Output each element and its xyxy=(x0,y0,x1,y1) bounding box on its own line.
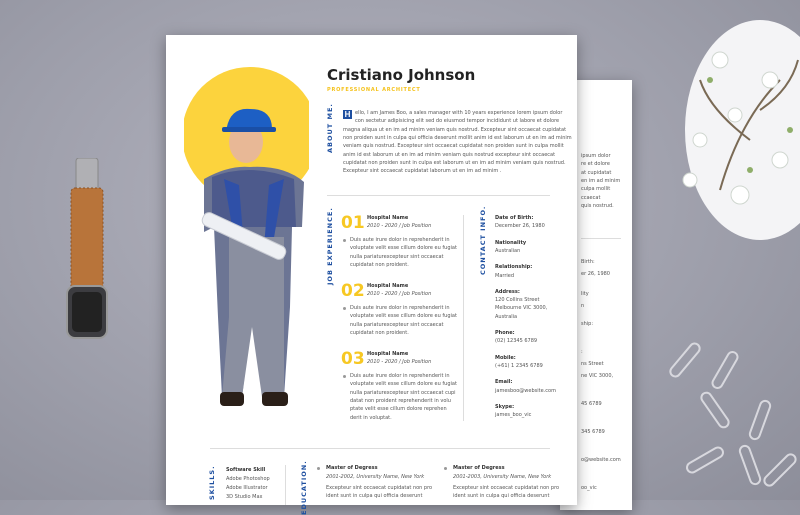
about-line: anim id est laborum ut en im ad minim veniam quis nostrud excepteur sint occaecat xyxy=(343,151,556,158)
back-contact-line: 45 6789 xyxy=(581,401,602,407)
about-line: non proiden sunt in culpa qui officia deserunt mollit anim id est laborum ut en im ad minim xyxy=(343,134,572,141)
contact-field-label: Nationality xyxy=(495,239,527,246)
candidate-title: PROFESSIONAL ARCHITECT xyxy=(327,87,421,93)
contact-field-value: Melbourne VIC 3000, xyxy=(495,305,548,312)
about-line: veniam quis nostrud. Excepteur sint occaecat cupidatat non proiden sunt in culpa mollit xyxy=(343,143,564,150)
back-contact-line: ship: xyxy=(581,321,594,327)
job-description-line: ptate velit esse cillum dolore reprehen xyxy=(350,406,447,413)
education-line: ident sunt in culpa qui officia deserunt xyxy=(453,493,550,500)
flower-bowl xyxy=(640,20,800,270)
job-description-line: Duis aute irure dolor in reprehenderit in xyxy=(350,305,450,311)
job-description-line: derit in voluptat. xyxy=(350,414,392,421)
job-date-position: 2010 - 2020 / Job Position xyxy=(367,291,432,297)
bullet-icon xyxy=(444,467,447,470)
architect-photo-icon xyxy=(184,67,309,417)
back-contact-line: Birth: xyxy=(581,259,595,265)
contact-field-value: Australian xyxy=(495,247,521,254)
contact-field-label: Skype: xyxy=(495,403,515,410)
skills-heading: Software Skill xyxy=(226,467,266,473)
contact-field-value: 120 Collins Street xyxy=(495,297,540,304)
contact-field-label: Phone: xyxy=(495,330,515,336)
back-contact-line: er 26, 1980 xyxy=(581,271,610,277)
job-description-line: voluptate velit esse cillum dolore eu fugiat xyxy=(350,313,457,320)
job-date-position: 2010 - 2020 / Job Position xyxy=(367,359,432,365)
back-contact-line: : xyxy=(581,349,583,355)
job-description-line: voluptate velit esse cillum dolore eu fugiat xyxy=(350,381,457,388)
education-degree: Master of Degress xyxy=(453,465,505,471)
contact-field-value: (+61) 1 2345 6789 xyxy=(495,362,543,369)
about-label: ABOUT ME. xyxy=(326,103,334,153)
skills-label: SKILLS. xyxy=(208,465,216,500)
education-date: 2001-2002, University Name, New York xyxy=(326,474,425,480)
back-contact-line: ne VIC 3000, xyxy=(581,373,614,379)
bullet-icon xyxy=(343,239,346,242)
about-line: cupidatat non proiden sunt in culpa est laborum ut en im ad minim veniam quis nostrud. xyxy=(343,159,566,166)
contact-field-label: Email: xyxy=(495,379,513,386)
divider xyxy=(285,465,286,505)
skill-item: Adobe Photoshop xyxy=(226,476,270,482)
contact-field-value: jamesboo@website.com xyxy=(495,387,556,394)
candidate-name: Cristiano Johnson xyxy=(327,66,476,84)
contact-field-value: December 26, 1980 xyxy=(495,223,545,230)
job-organization: Hospital Name xyxy=(367,351,409,357)
back-about-line: en im ad minim xyxy=(581,177,621,184)
back-contact-line: oo_vic xyxy=(581,485,597,491)
job-description-line: nulla pariaturexcepteur sint occaecat cupi xyxy=(350,389,456,396)
divider xyxy=(463,215,464,421)
back-contact-line: n xyxy=(581,303,585,309)
job-number: 01 xyxy=(341,213,365,233)
contact-field-label: Address: xyxy=(495,288,520,295)
contact-field-value: Married xyxy=(495,272,515,279)
about-line: con sectetur adipisicing elit sed do eiusmod tempor incididunt ut labore et dolore xyxy=(355,118,560,125)
job-description-line: voluptate velit esse cillum dolore eu fugiat xyxy=(350,245,457,252)
back-contact-line: ns Street xyxy=(581,361,604,367)
job-description-line: datat non proident reprehenderit in volu xyxy=(350,397,451,404)
skill-item: Adobe Illustrator xyxy=(226,485,268,491)
job-description-line: Duis aute irure dolor in reprehenderit in xyxy=(350,373,450,379)
plant-icon xyxy=(640,20,800,270)
bullet-icon xyxy=(343,307,346,310)
back-about-line: ccaecat xyxy=(581,194,601,201)
bullet-icon xyxy=(343,375,346,378)
back-about-line: at cupidatat xyxy=(581,169,612,176)
back-about-line: re et dolore xyxy=(581,161,610,168)
divider xyxy=(210,448,550,449)
education-line: Excepteur sint occaecat cupidatat non pro xyxy=(326,485,433,491)
education-line: ident sunt in culpa qui officia deserunt xyxy=(326,493,423,500)
job-number: 02 xyxy=(341,281,365,301)
back-about-line: culpa mollit xyxy=(581,186,611,193)
back-contact-line: 345 6789 xyxy=(581,429,605,435)
education-degree: Master of Degress xyxy=(326,465,378,471)
contact-field-value: Australia xyxy=(495,313,518,320)
paperclip-icon xyxy=(660,330,800,500)
watch-icon xyxy=(62,158,112,343)
about-line: Excepteur sint occaecat cupidatat laborum ut en im ad minim . xyxy=(343,168,502,175)
job-description-line: nulla pariaturexcepteur sint occaecat xyxy=(350,321,444,328)
job-organization: Hospital Name xyxy=(367,215,409,221)
experience-label: JOB EXPERIENCE. xyxy=(326,207,334,285)
back-about-line: ipsum dolor xyxy=(581,153,611,159)
job-description-line: nulla pariaturexcepteur sint occaecat xyxy=(350,253,444,260)
back-about-line: quis nostrud. xyxy=(581,202,614,209)
about-dropcap: H xyxy=(344,110,351,119)
education-line: Excepteur sint occaecat cupidatat non pro xyxy=(453,485,560,491)
job-description-line: cupidatat non proident. xyxy=(350,261,409,268)
education-date: 2001-2003, University Name, New York xyxy=(453,474,552,480)
paper-clips xyxy=(660,330,800,500)
contact-field-label: Mobile: xyxy=(495,354,516,361)
job-description-line: Duis aute irure dolor in reprehenderit in xyxy=(350,237,450,243)
job-date-position: 2010 - 2020 / Job Position xyxy=(367,223,432,229)
contact-field-label: Relationship: xyxy=(495,264,533,271)
about-line: magna aliqua ut en im ad minim veniam quis nostrud. Excepteur sint occaecat cupidatat xyxy=(343,126,567,133)
education-label: EDUCATION. xyxy=(300,460,308,515)
divider xyxy=(327,195,550,196)
contact-field-value: james_boo_vic xyxy=(495,412,532,419)
contact-field-label: Date of Birth: xyxy=(495,215,534,221)
bullet-icon xyxy=(317,467,320,470)
skill-item: 3D Studio Max xyxy=(226,494,263,500)
wristwatch xyxy=(62,158,112,343)
back-contact-line: o@website.com xyxy=(581,457,621,463)
contact-field-value: (02) 12345 6789 xyxy=(495,338,538,345)
job-organization: Hospital Name xyxy=(367,283,409,289)
profile-photo xyxy=(184,67,309,417)
back-contact-line: lity xyxy=(581,291,589,297)
job-number: 03 xyxy=(341,349,365,369)
contact-label: CONTACT INFO. xyxy=(479,205,487,275)
about-line: ello, I am James Boo, a sales manager with 10 years experience lorem ipsum dolor xyxy=(355,110,563,116)
job-description-line: cupidatat non proident. xyxy=(350,329,409,336)
resume-page xyxy=(166,35,577,515)
